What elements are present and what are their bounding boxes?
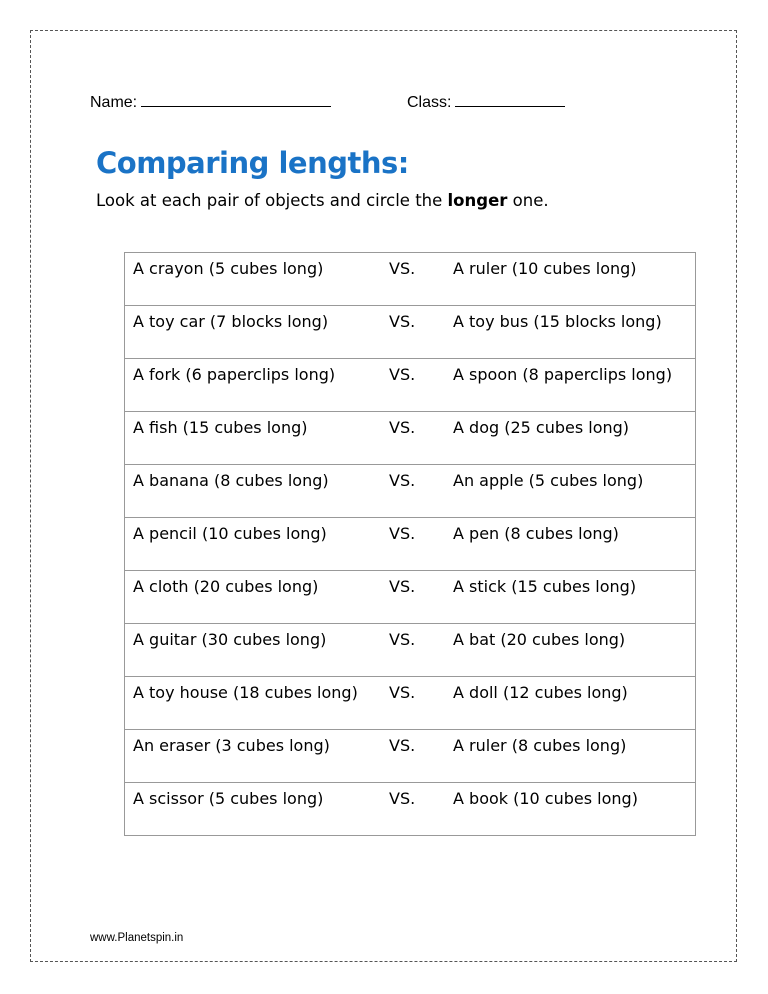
right-object[interactable]: A ruler (10 cubes long) (453, 259, 637, 278)
instruction-text: Look at each pair of objects and circle the (96, 191, 448, 210)
left-object[interactable]: A banana (8 cubes long) (133, 471, 329, 490)
vs-label: VS. (389, 683, 416, 702)
comparison-table (124, 252, 696, 836)
worksheet-title: Comparing lengths: (96, 146, 409, 180)
right-object[interactable]: A pen (8 cubes long) (453, 524, 619, 543)
vs-label: VS. (389, 418, 416, 437)
vs-label: VS. (389, 312, 416, 331)
name-blank-line[interactable] (141, 92, 331, 107)
vs-label: VS. (389, 577, 416, 596)
vs-label: VS. (389, 630, 416, 649)
table-row (125, 677, 696, 730)
vs-label: VS. (389, 524, 416, 543)
left-object[interactable]: A fish (15 cubes long) (133, 418, 308, 437)
table-row (125, 624, 696, 677)
vs-label: VS. (389, 471, 416, 490)
table-row (125, 359, 696, 412)
right-object[interactable]: A spoon (8 paperclips long) (453, 365, 673, 384)
left-object[interactable]: A cloth (20 cubes long) (133, 577, 319, 596)
table-row (125, 465, 696, 518)
vs-label: VS. (389, 736, 416, 755)
right-object[interactable]: A doll (12 cubes long) (453, 683, 628, 702)
left-object[interactable]: A crayon (5 cubes long) (133, 259, 324, 278)
table-row (125, 306, 696, 359)
table-row (125, 730, 696, 783)
right-object[interactable]: A toy bus (15 blocks long) (453, 312, 662, 331)
right-object[interactable]: A stick (15 cubes long) (453, 577, 637, 596)
name-field[interactable] (90, 92, 331, 112)
vs-label: VS. (389, 259, 416, 278)
left-object[interactable]: A toy house (18 cubes long) (133, 683, 358, 702)
table-row (125, 783, 696, 836)
instruction-text-end: one. (507, 191, 549, 210)
vs-label: VS. (389, 789, 416, 808)
right-object[interactable]: A dog (25 cubes long) (453, 418, 630, 437)
vs-label: VS. (389, 365, 416, 384)
left-object[interactable]: A toy car (7 blocks long) (133, 312, 329, 331)
footer-url: www.Planetspin.in (90, 932, 184, 944)
left-object[interactable]: A guitar (30 cubes long) (133, 630, 327, 649)
right-object[interactable]: An apple (5 cubes long) (453, 471, 644, 490)
table-row (125, 518, 696, 571)
table-row (125, 571, 696, 624)
name-label: Name: (90, 94, 138, 111)
left-object[interactable]: A scissor (5 cubes long) (133, 789, 324, 808)
table-row (125, 412, 696, 465)
left-object[interactable]: An eraser (3 cubes long) (133, 736, 330, 755)
class-label: Class: (407, 94, 452, 111)
right-object[interactable]: A ruler (8 cubes long) (453, 736, 627, 755)
right-object[interactable]: A book (10 cubes long) (453, 789, 638, 808)
left-object[interactable]: A pencil (10 cubes long) (133, 524, 327, 543)
right-object[interactable]: A bat (20 cubes long) (453, 630, 626, 649)
class-blank-line[interactable] (455, 92, 565, 107)
left-object[interactable]: A fork (6 paperclips long) (133, 365, 336, 384)
class-field[interactable] (407, 92, 565, 112)
instructions (96, 191, 549, 210)
instruction-emphasis: longer (447, 191, 508, 210)
table-row (125, 253, 696, 306)
